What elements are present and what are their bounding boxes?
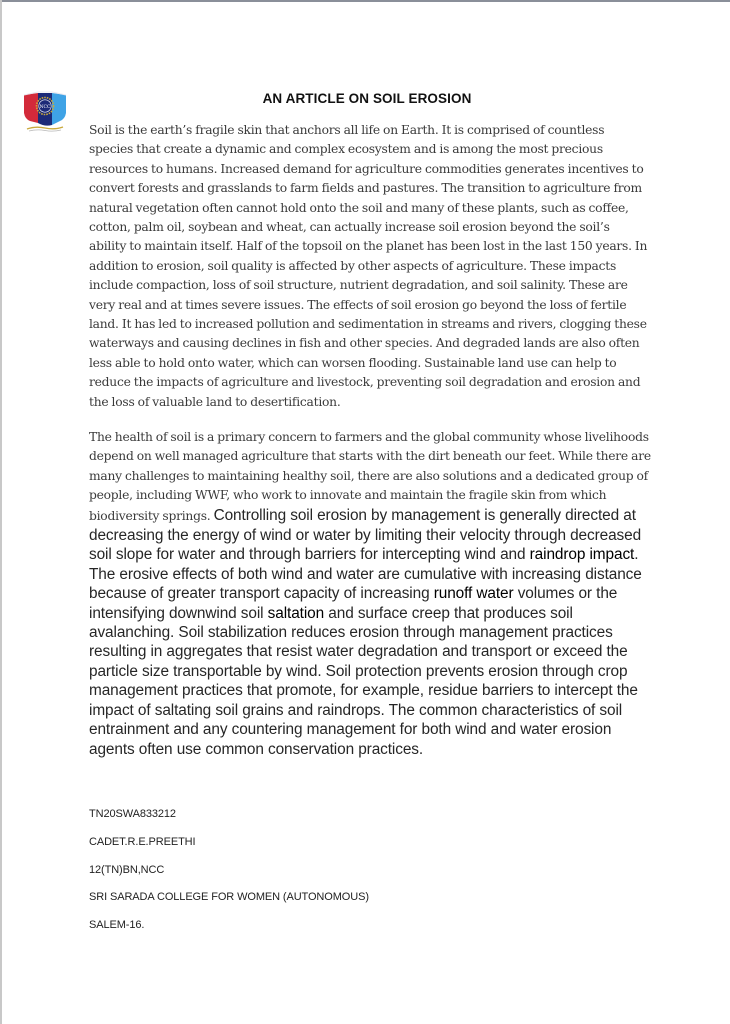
cadet-name: CADET.R.E.PREETHI bbox=[89, 836, 196, 848]
sans-text-2: . The erosive effects of both wind and water are cumulative with increasing distance because of greater transport capacity of increasing bbox=[89, 546, 642, 603]
cadet-unit: 12(TN)BN,NCC bbox=[89, 864, 165, 876]
sans-text-4: and surface creep that produces soil avalanching. Soil stabilization reduces erosion through management practices resulting in aggregates that resist water degradation and transport or exceed the particle size transportable by wind. Soil protection prevents erosion through crop management practices that promote, for example, residue barriers to intercept the impact of saltating soil grains and raindrops. The common characteristics of soil entrainment and any countering management for both wind and water erosion agents often use common conservation practices. bbox=[89, 604, 638, 758]
article-paragraph-2 bbox=[89, 428, 659, 759]
article-title: AN ARTICLE ON SOIL EROSION bbox=[262, 91, 472, 106]
runoff-water-link[interactable]: runoff water bbox=[433, 585, 514, 603]
raindrop-impact-link[interactable]: raindrop impact bbox=[529, 546, 635, 564]
paragraph-2-serif-text: The health of soil is a primary concern to farmers and the global community whose livelihoods depend on well managed agriculture that starts with the dirt beneath our feet. While there are many challenges to maintaining healthy soil, there are also solutions and a dedicated group of people, including WWF, who work to innovate and maintain the fragile skin from which biodiversity springs. bbox=[89, 430, 651, 523]
article-paragraph-1: Soil is the earth’s fragile skin that anchors all life on Earth. It is comprised of countless species that create a dynamic and complex ecosystem and is among the most precious resources to humans. Increased demand for agriculture commodities generates incentives to convert forests and grasslands to farm fields and pastures. The transition to agriculture from natural vegetation often cannot hold onto the soil and many of these plants, such as coffee, cotton, palm oil, soybean and wheat, can actually increase soil erosion beyond the soil’s ability to maintain itself. Half of the topsoil on the planet has been lost in the last 150 years. In addition to erosion, soil quality is affected by other aspects of agriculture. These impacts include compaction, loss of soil structure, nutrient degradation, and soil salinity. These are very real and at times severe issues. The effects of soil erosion go beyond the loss of fertile land. It has led to increased pollution and sedimentation in streams and rivers, clogging these waterways and causing declines in fish and other species. And degraded lands are also often less able to hold onto water, which can worsen flooding. Sustainable land use can help to reduce the impacts of agriculture and livestock, preventing soil degradation and erosion and the loss of valuable land to desertification. bbox=[89, 123, 648, 409]
sans-text-1: Controlling soil erosion by management is generally directed at decreasing the energy of wind or water by limiting their velocity through decreased soil slope for water and through barriers for intercepting wind and bbox=[89, 506, 642, 564]
page-top-edge bbox=[0, 0, 730, 2]
logo-emblem-text: NCC bbox=[39, 105, 51, 110]
saltation-link[interactable]: saltation bbox=[267, 604, 325, 622]
cadet-id: TN20SWA833212 bbox=[89, 808, 176, 820]
sans-text-3: volumes or the intensifying downwind soil bbox=[89, 585, 618, 622]
college-city: SALEM-16. bbox=[89, 919, 145, 931]
page-left-edge bbox=[0, 0, 2, 1024]
paragraph-2-sans-text bbox=[89, 507, 642, 758]
college-name: SRI SARADA COLLEGE FOR WOMEN (AUTONOMOUS) bbox=[89, 891, 369, 903]
